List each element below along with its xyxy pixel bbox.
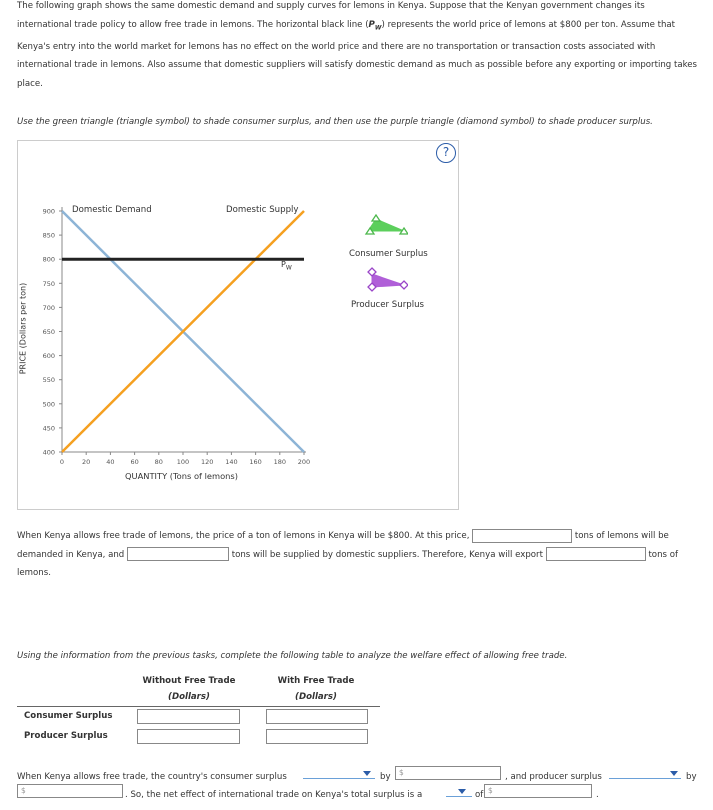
y-tick-label: 650 [42,328,55,336]
x-tick-label: 100 [176,458,190,466]
producer-surplus-tool[interactable] [364,266,408,292]
question2-line1-text: When Kenya allows free trade, the country's consumer surplus [17,772,287,782]
y-tick-label: 900 [42,207,55,216]
y-tick-label: 850 [42,231,55,240]
question2-line1b-text: , and producer surplus [505,772,602,782]
table-row1-label: Consumer Surplus [24,711,113,721]
x-axis-label: QUANTITY (Tons of lemons) [125,471,238,481]
x-tick-label: 180 [273,458,287,466]
intro-paragraph: The following graph shows the same domestic demand and supply curves for lemons in Kenya. Suppose that the Kenyan government changes its international trade policy to allow free trade in lemons. The horizontal black line $(P_W)$ represents the world price of lemons at $800 per ton. Assume that Kenya's entry into the world market for lemons has no effect on the world price and there are no transportation or transaction costs associated with international trade in lemons. Also assume that domestic suppliers will satisfy domestic demand as much as possible before any exporting or importing takes place. [17,1,698,89]
chevron-down-icon [670,771,678,776]
x-tick-label: 80 [154,458,163,466]
question1-paragraph: When Kenya allows free trade of lemons, the price of a ton of lemons in Kenya will be $800. At this price, tons of lemons will be demanded in Kenya, and tons will be supplied by domestic suppliers. Therefore, Kenya will export tons of lemons. [17,527,707,583]
period-text: . [596,790,599,800]
y-tick-label: 550 [42,376,55,385]
pw-label: $P_W$ [281,260,292,272]
producer-surplus-legend-label: Producer Surplus [351,300,425,310]
table-row2-label: Producer Surplus [24,731,108,741]
x-tick-label: 40 [106,458,115,466]
chevron-down-icon [363,771,371,776]
ps-change-amount-input[interactable]: $ [17,784,123,798]
x-tick-label: 60 [130,458,139,466]
consumer-surplus-tool[interactable] [364,214,408,238]
table-col2-header: With Free Trade [277,676,355,686]
help-button[interactable]: ? [436,143,456,163]
curves [62,211,304,452]
y-tick-label: 400 [42,448,55,457]
x-tick-label: 20 [82,458,91,466]
x-tick-label: 0 [59,458,65,466]
export-quantity-input[interactable] [546,547,646,561]
table-col1-header: Without Free Trade [142,676,236,686]
of-text: of [475,790,484,800]
table-col1-sub: (Dollars) [168,692,210,702]
y-tick-label: 450 [42,424,55,433]
ps-without-trade-input[interactable] [137,729,240,744]
cs-change-amount-input[interactable]: $ [395,766,501,780]
y-tick-label: 500 [42,400,55,409]
y-tick-label: 700 [42,303,55,312]
cs-without-trade-input[interactable] [137,709,240,724]
by-text-1: by [380,772,391,782]
y-axis-label: PRICE (Dollars per ton) [18,282,28,375]
y-tick-label: 750 [42,279,55,288]
consumer-surplus-legend-label: Consumer Surplus [349,249,428,259]
chevron-down-icon [458,789,466,794]
table-divider [17,706,380,707]
pw-symbol: $P_W$ [368,19,382,32]
instruction-text: Use the green triangle (triangle symbol) to shade consumer surplus, and then use the purple triangle (diamond symbol) to shade producer surplus. [17,117,653,127]
cs-with-trade-input[interactable] [266,709,368,724]
instruction2-text: Using the information from the previous tasks, complete the following table to analyze the welfare effect of allowing free trade. [17,651,568,661]
ps-with-trade-input[interactable] [266,729,368,744]
net-effect-amount-input[interactable]: $ [484,784,592,798]
x-tick-label: 140 [225,458,238,466]
y-tick-label: 600 [42,352,55,361]
x-tick-label: 120 [200,458,214,466]
supply-label: Domestic Supply [226,205,299,215]
demand-label: Domestic Demand [72,205,152,215]
quantity-supplied-input[interactable] [127,547,229,561]
quantity-demanded-input[interactable] [472,529,572,543]
x-tick-label: 160 [249,458,262,466]
question2-line2-text: . So, the net effect of international trade on Kenya's total surplus is a [125,790,423,800]
y-tick-label: 800 [42,255,55,264]
by-text-2: by [686,772,697,782]
x-tick-label: 200 [297,458,311,466]
table-col2-sub: (Dollars) [295,692,337,702]
